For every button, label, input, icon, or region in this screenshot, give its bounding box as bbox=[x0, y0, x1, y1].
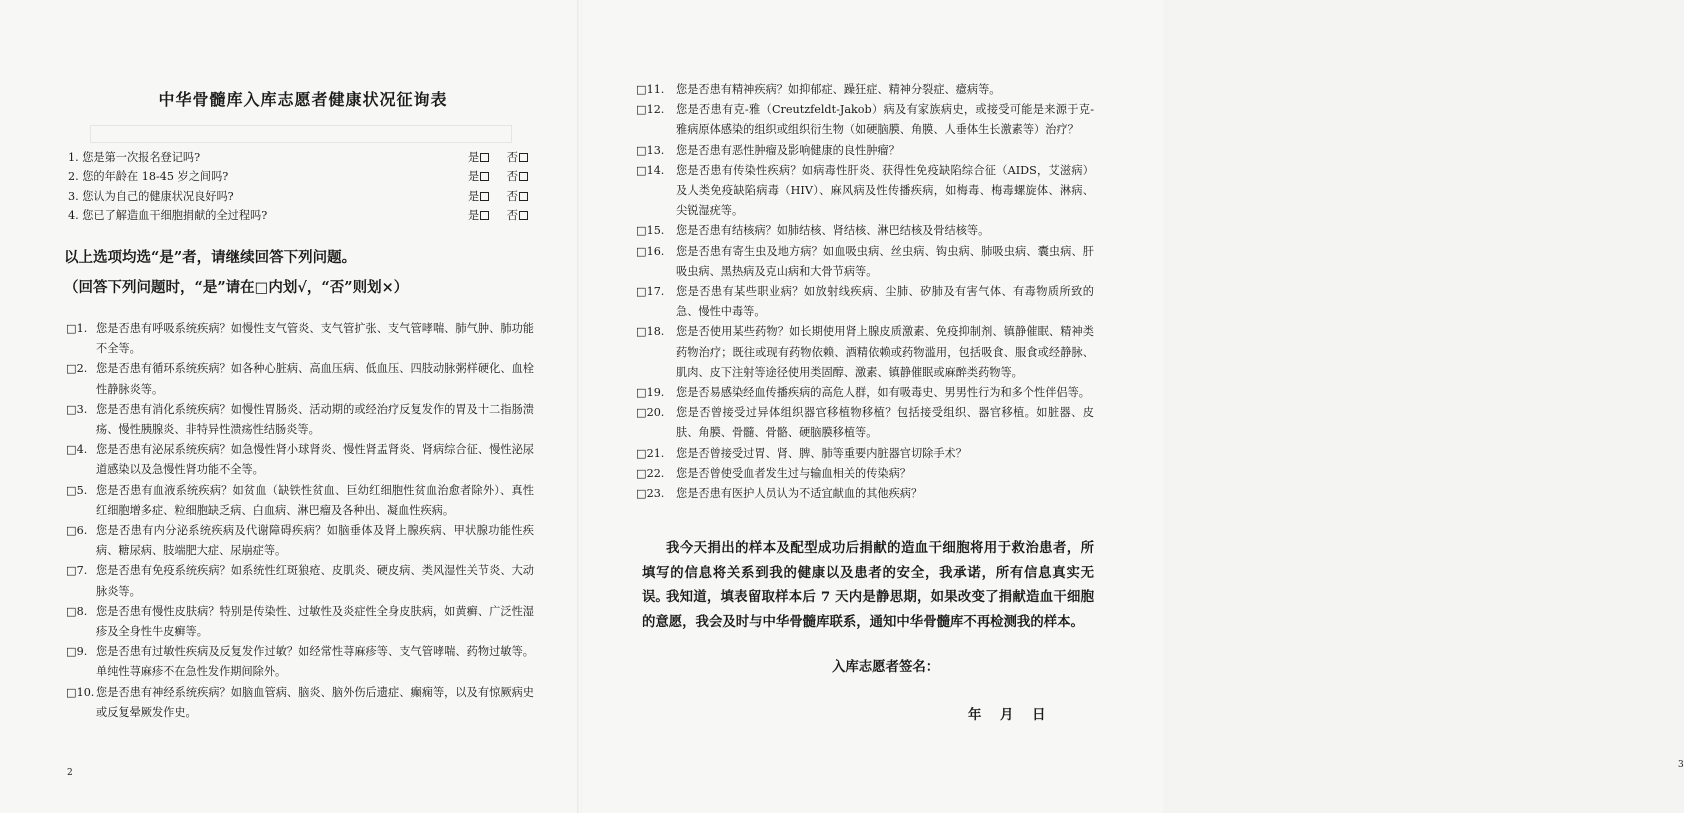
no-option[interactable] bbox=[507, 188, 528, 204]
question-checkbox-number[interactable]: □3. bbox=[66, 402, 88, 416]
no-label: 否 bbox=[506, 150, 518, 164]
intro-question-text: 2. 您的年龄在 18-45 岁之间吗? bbox=[68, 170, 229, 184]
yes-no-options bbox=[468, 207, 528, 223]
question-item bbox=[636, 161, 1094, 222]
no-label: 否 bbox=[506, 209, 518, 223]
question-text: 您是否患有泌尿系统疾病？如急慢性肾小球肾炎、慢性肾盂肾炎、肾病综合征、慢性泌尿道感染以及急慢性肾功能不全等。 bbox=[96, 443, 534, 477]
question-checkbox-number[interactable]: □9. bbox=[66, 645, 88, 659]
question-text: 您是否患有传染性疾病？如病毒性肝炎、获得性免疫缺陷综合征（AIDS，艾滋病）及人类免疫缺陷病毒（HIV）、麻风病及性传播疾病，如梅毒、梅毒螺旋体、淋病、尖锐湿疣等。 bbox=[676, 163, 1094, 218]
page-number: 3 bbox=[1678, 760, 1684, 770]
yes-option[interactable] bbox=[468, 168, 489, 184]
question-checkbox-number[interactable]: □14. bbox=[636, 163, 665, 177]
checkbox-icon[interactable] bbox=[519, 211, 528, 220]
intro-question-text: 4. 您已了解造血干细胞捐献的全过程吗? bbox=[68, 209, 268, 223]
question-checkbox-number[interactable]: □23. bbox=[636, 487, 665, 501]
question-item bbox=[636, 141, 1094, 161]
intro-question-row bbox=[68, 206, 528, 226]
question-item bbox=[66, 521, 534, 561]
no-option[interactable] bbox=[507, 168, 528, 184]
question-text: 您是否患有免疫系统疾病？如系统性红斑狼疮、皮肌炎、硬皮病、类风湿性关节炎、大动脉炎等。 bbox=[96, 564, 534, 598]
signature-label: 入库志愿者签名： bbox=[832, 659, 940, 675]
question-checkbox-number[interactable]: □5. bbox=[66, 483, 88, 497]
checkbox-icon[interactable] bbox=[480, 211, 489, 220]
question-text: 您是否患有消化系统疾病？如慢性胃肠炎、活动期的或经治疗反复发作的胃及十二指肠溃疡、慢性胰腺炎、非特异性溃疡性结肠炎等。 bbox=[96, 402, 534, 437]
intro-question-row bbox=[68, 147, 528, 167]
question-checkbox-number[interactable]: □13. bbox=[636, 143, 665, 157]
checkbox-icon[interactable] bbox=[519, 172, 528, 181]
question-text: 您是否患有慢性皮肤病？特别是传染性、过敏性及炎症性全身皮肤病，如黄癣、广泛性湿疹及全身性牛皮癣等。 bbox=[96, 604, 534, 639]
question-text: 您是否患有呼吸系统疾病？如慢性支气管炎、支气管扩张、支气管哮喘、肺气肿、肺功能不全等。 bbox=[96, 322, 534, 356]
checkbox-icon[interactable] bbox=[480, 172, 489, 181]
question-item bbox=[66, 642, 534, 682]
question-checkbox-number[interactable]: □2. bbox=[66, 362, 88, 376]
yes-no-options bbox=[468, 168, 528, 184]
question-item bbox=[66, 440, 534, 480]
question-checkbox-number[interactable]: □18. bbox=[636, 325, 665, 339]
question-text: 您是否患有血液系统疾病？如贫血（缺铁性贫血、巨幼红细胞性贫血治愈者除外）、真性红细胞增多症、粒细胞缺乏病、白血病、淋巴瘤及各种出、凝血性疾病。 bbox=[96, 483, 534, 517]
question-item bbox=[636, 383, 1094, 403]
intro-question-row bbox=[68, 167, 528, 187]
checkbox-icon[interactable] bbox=[519, 153, 528, 162]
question-item bbox=[636, 484, 1094, 504]
checkbox-icon[interactable] bbox=[480, 153, 489, 162]
question-checkbox-number[interactable]: □17. bbox=[636, 285, 665, 299]
instruction-continue: 以上选项均选“是”者，请继续回答下列问题。 bbox=[64, 249, 357, 266]
question-item bbox=[636, 80, 1094, 100]
health-question-list bbox=[636, 80, 1094, 504]
question-checkbox-number[interactable]: □4. bbox=[66, 443, 88, 457]
question-item bbox=[636, 221, 1094, 241]
question-item bbox=[66, 319, 534, 359]
question-text: 您是否患有某些职业病？如放射线疾病、尘肺、矽肺及有害气体、有毒物质所致的急、慢性中毒等。 bbox=[676, 285, 1094, 319]
question-text: 您是否患有结核病？如肺结核、肾结核、淋巴结核及骨结核等。 bbox=[676, 224, 990, 238]
question-checkbox-number[interactable]: □6. bbox=[66, 524, 88, 538]
no-option[interactable] bbox=[507, 149, 528, 165]
checkbox-icon[interactable] bbox=[519, 192, 528, 201]
cooling-off-paragraph: 我知道，填表留取样本后 7 天内是静思期，如果改变了捐献造血干细胞的意愿，我会及时与中华骨髓库联系，通知中华骨髓库不再检测我的样本。 bbox=[642, 589, 1094, 630]
question-text: 您是否患有寄生虫及地方病？如血吸虫病、丝虫病、钩虫病、肺吸虫病、囊虫病、肝吸虫病、黑热病及克山病和大骨节病等。 bbox=[676, 244, 1094, 278]
question-checkbox-number[interactable]: □22. bbox=[636, 466, 665, 480]
yes-no-options bbox=[468, 149, 528, 165]
instruction-marking: （回答下列问题时，“是”请在□内划√，“否”则划×） bbox=[64, 279, 409, 296]
no-label: 否 bbox=[506, 170, 518, 184]
page-number: 2 bbox=[67, 768, 73, 778]
question-text: 您是否曾接受过胃、肾、脾、肺等重要内脏器官切除手术？ bbox=[676, 446, 967, 460]
question-item bbox=[636, 464, 1094, 484]
question-text: 您是否患有神经系统疾病？如脑血管病、脑炎、脑外伤后遗症、癫痫等，以及有惊厥病史或反复晕厥发作史。 bbox=[96, 685, 534, 719]
question-item bbox=[636, 242, 1094, 282]
yes-no-options bbox=[468, 188, 528, 204]
question-text: 您是否患有克-雅（Creutzfeldt-Jakob）病及有家族病史，或接受可能是来源于克-雅病原体感染的组织或组织衍生物（如硬脑膜、角膜、人垂体生长激素等）治疗？ bbox=[676, 103, 1094, 137]
yes-option[interactable] bbox=[468, 207, 489, 223]
form-title: 中华骨髓库入库志愿者健康状况征询表 bbox=[158, 90, 448, 109]
question-item bbox=[636, 403, 1094, 443]
intro-question-text: 1. 您是第一次报名登记吗? bbox=[68, 150, 201, 164]
question-text: 您是否易感染经血传播疾病的高危人群，如有吸毒史、男男性行为和多个性伴侣等。 bbox=[676, 386, 1090, 400]
question-checkbox-number[interactable]: □19. bbox=[636, 386, 665, 400]
question-text: 您是否曾接受过异体组织器官移植物移植？包括接受组织、器官移植。如脏器、皮肤、角膜、骨髓、骨骼、硬脑膜移植等。 bbox=[676, 406, 1094, 440]
question-item bbox=[636, 444, 1094, 464]
question-text: 您是否患有过敏性疾病及反复发作过敏？如经常性荨麻疹等、支气管哮喘、药物过敏等。单纯性荨麻疹不在急性发作期间除外。 bbox=[96, 645, 534, 679]
question-checkbox-number[interactable]: □15. bbox=[636, 224, 665, 238]
question-checkbox-number[interactable]: □16. bbox=[636, 244, 665, 258]
question-item bbox=[66, 561, 534, 601]
left-page bbox=[0, 0, 578, 813]
yes-option[interactable] bbox=[468, 149, 489, 165]
bleed-through-mark bbox=[90, 125, 512, 143]
question-item bbox=[66, 602, 534, 642]
question-item bbox=[66, 683, 534, 723]
question-checkbox-number[interactable]: □21. bbox=[636, 446, 665, 460]
yes-label: 是 bbox=[468, 189, 480, 203]
yes-label: 是 bbox=[468, 209, 480, 223]
yes-option[interactable] bbox=[468, 188, 489, 204]
commitment-paragraph: 我今天捐出的样本及配型成功后捐献的造血干细胞将用于救治患者，所填写的信息将关系到我的健康以及患者的安全，我承诺，所有信息真实无误。 bbox=[642, 540, 1094, 605]
intro-question-row bbox=[68, 186, 528, 206]
question-checkbox-number[interactable]: □11. bbox=[636, 83, 665, 96]
question-item bbox=[66, 400, 534, 440]
question-checkbox-number[interactable]: □1. bbox=[66, 322, 88, 335]
question-item bbox=[636, 322, 1094, 383]
question-item bbox=[66, 481, 534, 521]
question-text: 您是否患有内分泌系统疾病及代谢障碍疾病？如脑垂体及肾上腺疾病、甲状腺功能性疾病、糖尿病、肢端肥大症、尿崩症等。 bbox=[96, 524, 534, 558]
question-checkbox-number[interactable]: □12. bbox=[636, 103, 665, 117]
no-label: 否 bbox=[506, 189, 518, 203]
question-checkbox-number[interactable]: □20. bbox=[636, 406, 665, 420]
question-checkbox-number[interactable]: □7. bbox=[66, 564, 88, 578]
question-text: 您是否患有精神疾病？如抑郁症、躁狂症、精神分裂症、癔病等。 bbox=[676, 83, 1001, 96]
question-text: 您是否患有恶性肿瘤及影响健康的良性肿瘤？ bbox=[676, 143, 900, 157]
no-option[interactable] bbox=[507, 207, 528, 223]
question-checkbox-number[interactable]: □10. bbox=[66, 685, 95, 699]
question-text: 您是否患有循环系统疾病？如各种心脏病、高血压病、低血压、四肢动脉粥样硬化、血栓性静脉炎等。 bbox=[96, 362, 534, 396]
question-item bbox=[66, 359, 534, 399]
yes-label: 是 bbox=[468, 170, 480, 184]
intro-questions bbox=[68, 147, 528, 225]
intro-question-text: 3. 您认为自己的健康状况良好吗? bbox=[68, 189, 234, 203]
health-question-list bbox=[66, 319, 534, 723]
question-text: 您是否患有医护人员认为不适宜献血的其他疾病？ bbox=[676, 487, 923, 501]
question-item bbox=[636, 100, 1094, 140]
question-text: 您是否使用某些药物？如长期使用肾上腺皮质激素、免疫抑制剂、镇静催眠、精神类药物治疗；既往或现有药物依赖、酒精依赖或药物滥用，包括吸食、服食或经静脉、肌肉、皮下注射等途径使用类固醇、激素、镇静催眠或麻醉类药物等。 bbox=[676, 325, 1094, 379]
question-item bbox=[636, 282, 1094, 322]
checkbox-icon[interactable] bbox=[480, 192, 489, 201]
yes-label: 是 bbox=[468, 150, 480, 164]
question-text: 您是否曾使受血者发生过与输血相关的传染病？ bbox=[676, 466, 911, 480]
question-checkbox-number[interactable]: □8. bbox=[66, 604, 88, 618]
date-label: 年 月 日 bbox=[968, 707, 1046, 723]
